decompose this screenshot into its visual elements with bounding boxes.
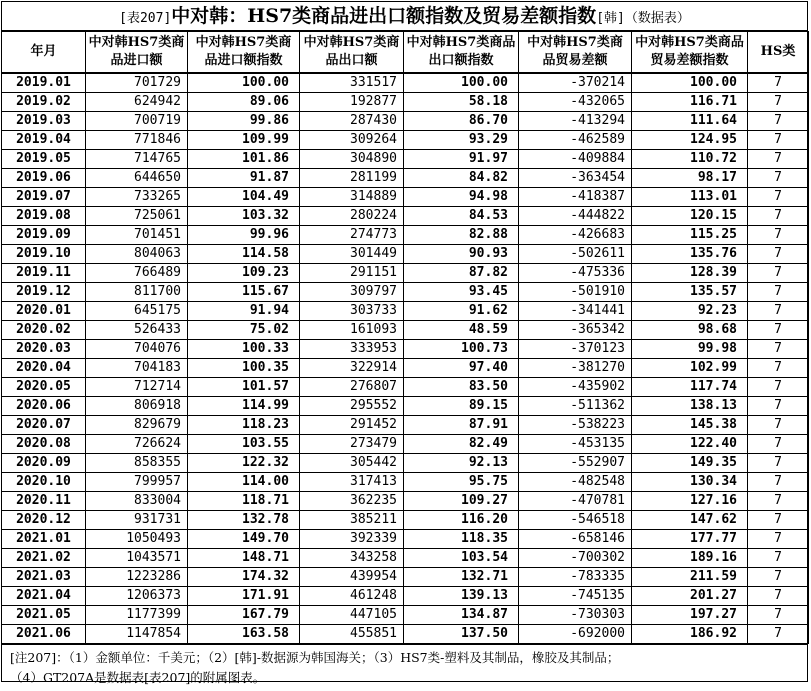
cell-trade-balance: -426683 — [519, 226, 632, 245]
cell-export-value: 322914 — [300, 359, 404, 378]
cell-hs-class: 7 — [748, 188, 809, 207]
cell-trade-balance-index: 201.27 — [632, 587, 748, 606]
cell-export-value: 192877 — [300, 93, 404, 112]
cell-trade-balance: -501910 — [519, 283, 632, 302]
cell-import-index: 163.58 — [188, 625, 300, 644]
header-export-index: 中对韩HS7类商品出口额指数 — [404, 32, 519, 74]
cell-trade-balance-index: 110.72 — [632, 150, 748, 169]
cell-month: 2019.04 — [2, 131, 86, 150]
cell-month: 2020.03 — [2, 340, 86, 359]
cell-export-value: 303733 — [300, 302, 404, 321]
cell-trade-balance-index: 102.99 — [632, 359, 748, 378]
table-row — [2, 226, 809, 245]
cell-import-index: 99.96 — [188, 226, 300, 245]
cell-month: 2020.05 — [2, 378, 86, 397]
cell-export-value: 309264 — [300, 131, 404, 150]
cell-trade-balance-index: 113.01 — [632, 188, 748, 207]
cell-import-index: 101.57 — [188, 378, 300, 397]
cell-month: 2020.04 — [2, 359, 86, 378]
table-body — [2, 73, 809, 644]
cell-import-index: 91.87 — [188, 169, 300, 188]
cell-trade-balance: -435902 — [519, 378, 632, 397]
cell-import-value: 644650 — [86, 169, 188, 188]
cell-import-value: 829679 — [86, 416, 188, 435]
cell-import-value: 1223286 — [86, 568, 188, 587]
cell-month: 2020.10 — [2, 473, 86, 492]
cell-trade-balance-index: 115.25 — [632, 226, 748, 245]
cell-export-index: 100.73 — [404, 340, 519, 359]
table-row — [2, 416, 809, 435]
cell-trade-balance: -432065 — [519, 93, 632, 112]
cell-month: 2019.12 — [2, 283, 86, 302]
cell-hs-class: 7 — [748, 226, 809, 245]
cell-trade-balance: -409884 — [519, 150, 632, 169]
cell-month: 2020.02 — [2, 321, 86, 340]
cell-trade-balance: -381270 — [519, 359, 632, 378]
title-suffix: [韩]（数据表） — [596, 11, 690, 26]
cell-trade-balance-index: 197.27 — [632, 606, 748, 625]
table-row — [2, 302, 809, 321]
cell-trade-balance-index: 92.23 — [632, 302, 748, 321]
cell-hs-class: 7 — [748, 359, 809, 378]
cell-import-value: 931731 — [86, 511, 188, 530]
cell-trade-balance-index: 120.15 — [632, 207, 748, 226]
header-row — [2, 32, 809, 74]
header-import-value: 中对韩HS7类商品进口额 — [86, 32, 188, 74]
cell-hs-class: 7 — [748, 93, 809, 112]
cell-trade-balance: -363454 — [519, 169, 632, 188]
cell-hs-class: 7 — [748, 587, 809, 606]
cell-trade-balance: -370123 — [519, 340, 632, 359]
table-row — [2, 340, 809, 359]
cell-import-index: 115.67 — [188, 283, 300, 302]
cell-export-value: 287430 — [300, 112, 404, 131]
cell-trade-balance: -745135 — [519, 587, 632, 606]
table-row — [2, 131, 809, 150]
cell-trade-balance: -482548 — [519, 473, 632, 492]
cell-hs-class: 7 — [748, 245, 809, 264]
cell-import-index: 100.35 — [188, 359, 300, 378]
cell-trade-balance: -341441 — [519, 302, 632, 321]
table-row — [2, 150, 809, 169]
cell-import-value: 624942 — [86, 93, 188, 112]
cell-trade-balance-index: 116.71 — [632, 93, 748, 112]
header-import-index: 中对韩HS7类商品进口额指数 — [188, 32, 300, 74]
header-hs-class: HS类 — [748, 32, 809, 74]
cell-export-value: 331517 — [300, 73, 404, 93]
cell-export-value: 281199 — [300, 169, 404, 188]
cell-import-index: 100.33 — [188, 340, 300, 359]
cell-import-index: 148.71 — [188, 549, 300, 568]
cell-hs-class: 7 — [748, 321, 809, 340]
cell-export-index: 92.13 — [404, 454, 519, 473]
cell-month: 2021.04 — [2, 587, 86, 606]
cell-trade-balance-index: 149.35 — [632, 454, 748, 473]
cell-trade-balance: -413294 — [519, 112, 632, 131]
header-export-value: 中对韩HS7类商品出口额 — [300, 32, 404, 74]
table-row — [2, 549, 809, 568]
cell-trade-balance: -658146 — [519, 530, 632, 549]
cell-trade-balance-index: 147.62 — [632, 511, 748, 530]
cell-trade-balance-index: 211.59 — [632, 568, 748, 587]
cell-import-value: 712714 — [86, 378, 188, 397]
cell-trade-balance: -418387 — [519, 188, 632, 207]
cell-hs-class: 7 — [748, 511, 809, 530]
cell-hs-class: 7 — [748, 492, 809, 511]
cell-month: 2019.01 — [2, 73, 86, 93]
table-row — [2, 93, 809, 112]
cell-import-value: 766489 — [86, 264, 188, 283]
cell-hs-class: 7 — [748, 454, 809, 473]
cell-export-index: 90.93 — [404, 245, 519, 264]
cell-month: 2020.06 — [2, 397, 86, 416]
cell-export-value: 161093 — [300, 321, 404, 340]
cell-month: 2020.12 — [2, 511, 86, 530]
cell-import-index: 104.49 — [188, 188, 300, 207]
cell-month: 2021.05 — [2, 606, 86, 625]
cell-import-index: 171.91 — [188, 587, 300, 606]
cell-hs-class: 7 — [748, 568, 809, 587]
cell-month: 2019.06 — [2, 169, 86, 188]
cell-month: 2020.11 — [2, 492, 86, 511]
cell-trade-balance: -475336 — [519, 264, 632, 283]
cell-month: 2021.02 — [2, 549, 86, 568]
cell-import-index: 99.86 — [188, 112, 300, 131]
cell-month: 2019.08 — [2, 207, 86, 226]
table-row — [2, 397, 809, 416]
cell-trade-balance-index: 135.76 — [632, 245, 748, 264]
cell-import-value: 771846 — [86, 131, 188, 150]
cell-trade-balance: -730303 — [519, 606, 632, 625]
cell-trade-balance: -783335 — [519, 568, 632, 587]
cell-export-index: 118.35 — [404, 530, 519, 549]
cell-export-index: 82.49 — [404, 435, 519, 454]
cell-trade-balance-index: 98.68 — [632, 321, 748, 340]
table-row — [2, 188, 809, 207]
cell-export-index: 116.20 — [404, 511, 519, 530]
cell-hs-class: 7 — [748, 473, 809, 492]
cell-month: 2020.08 — [2, 435, 86, 454]
cell-import-value: 804063 — [86, 245, 188, 264]
cell-hs-class: 7 — [748, 397, 809, 416]
cell-export-index: 93.29 — [404, 131, 519, 150]
notes-line-1: [注207]：（1）金额单位：千美元；（2）[韩]-数据源为韩国海关；（3）HS7类-塑料及其制品，橡胶及其制品； — [10, 650, 620, 665]
cell-export-index: 84.53 — [404, 207, 519, 226]
cell-trade-balance-index: 124.95 — [632, 131, 748, 150]
table-row — [2, 435, 809, 454]
table-title — [2, 2, 807, 31]
cell-trade-balance: -538223 — [519, 416, 632, 435]
cell-trade-balance: -470781 — [519, 492, 632, 511]
cell-trade-balance-index: 128.39 — [632, 264, 748, 283]
cell-export-value: 385211 — [300, 511, 404, 530]
cell-trade-balance-index: 98.17 — [632, 169, 748, 188]
cell-export-index: 95.75 — [404, 473, 519, 492]
cell-hs-class: 7 — [748, 169, 809, 188]
cell-export-value: 343258 — [300, 549, 404, 568]
cell-hs-class: 7 — [748, 73, 809, 93]
cell-export-index: 134.87 — [404, 606, 519, 625]
cell-month: 2019.10 — [2, 245, 86, 264]
cell-import-index: 149.70 — [188, 530, 300, 549]
cell-export-value: 362235 — [300, 492, 404, 511]
cell-hs-class: 7 — [748, 416, 809, 435]
cell-import-value: 714765 — [86, 150, 188, 169]
cell-export-index: 87.82 — [404, 264, 519, 283]
cell-hs-class: 7 — [748, 207, 809, 226]
cell-hs-class: 7 — [748, 150, 809, 169]
cell-export-index: 58.18 — [404, 93, 519, 112]
cell-export-index: 137.50 — [404, 625, 519, 644]
cell-import-value: 526433 — [86, 321, 188, 340]
cell-import-value: 733265 — [86, 188, 188, 207]
cell-export-value: 333953 — [300, 340, 404, 359]
cell-export-index: 83.50 — [404, 378, 519, 397]
cell-export-value: 447105 — [300, 606, 404, 625]
cell-export-index: 139.13 — [404, 587, 519, 606]
cell-trade-balance-index: 135.57 — [632, 283, 748, 302]
cell-month: 2019.07 — [2, 188, 86, 207]
table-row — [2, 454, 809, 473]
cell-export-value: 295552 — [300, 397, 404, 416]
cell-import-value: 1043571 — [86, 549, 188, 568]
cell-export-value: 273479 — [300, 435, 404, 454]
cell-import-index: 103.55 — [188, 435, 300, 454]
table-row — [2, 169, 809, 188]
table-row — [2, 359, 809, 378]
cell-export-index: 97.40 — [404, 359, 519, 378]
cell-import-value: 1177399 — [86, 606, 188, 625]
cell-export-value: 291452 — [300, 416, 404, 435]
cell-import-value: 704076 — [86, 340, 188, 359]
cell-import-value: 700719 — [86, 112, 188, 131]
table-row — [2, 283, 809, 302]
cell-export-index: 103.54 — [404, 549, 519, 568]
cell-month: 2020.01 — [2, 302, 86, 321]
cell-month: 2019.02 — [2, 93, 86, 112]
cell-trade-balance-index: 99.98 — [632, 340, 748, 359]
cell-import-index: 122.32 — [188, 454, 300, 473]
cell-hs-class: 7 — [748, 435, 809, 454]
cell-hs-class: 7 — [748, 530, 809, 549]
table-row — [2, 530, 809, 549]
cell-import-value: 811700 — [86, 283, 188, 302]
cell-export-index: 100.00 — [404, 73, 519, 93]
cell-hs-class: 7 — [748, 378, 809, 397]
cell-month: 2019.03 — [2, 112, 86, 131]
cell-export-index: 109.27 — [404, 492, 519, 511]
cell-hs-class: 7 — [748, 625, 809, 644]
cell-import-value: 1147854 — [86, 625, 188, 644]
cell-import-value: 833004 — [86, 492, 188, 511]
cell-trade-balance-index: 122.40 — [632, 435, 748, 454]
cell-trade-balance-index: 117.74 — [632, 378, 748, 397]
table-row — [2, 264, 809, 283]
header-trade-balance: 中对韩HS7类商品贸易差额 — [519, 32, 632, 74]
table-row — [2, 321, 809, 340]
cell-month: 2019.09 — [2, 226, 86, 245]
cell-export-value: 314889 — [300, 188, 404, 207]
cell-import-index: 167.79 — [188, 606, 300, 625]
cell-import-value: 701451 — [86, 226, 188, 245]
table-row — [2, 568, 809, 587]
cell-import-index: 101.86 — [188, 150, 300, 169]
cell-trade-balance: -502611 — [519, 245, 632, 264]
title-main: 中对韩：HS7类商品进出口额指数及贸易差额指数 — [171, 5, 597, 27]
cell-import-value: 1206373 — [86, 587, 188, 606]
cell-import-index: 114.58 — [188, 245, 300, 264]
cell-trade-balance-index: 138.13 — [632, 397, 748, 416]
table-row — [2, 625, 809, 644]
cell-export-value: 455851 — [300, 625, 404, 644]
table-row — [2, 73, 809, 93]
cell-import-index: 114.99 — [188, 397, 300, 416]
cell-trade-balance: -552907 — [519, 454, 632, 473]
cell-export-index: 94.98 — [404, 188, 519, 207]
cell-hs-class: 7 — [748, 549, 809, 568]
cell-hs-class: 7 — [748, 112, 809, 131]
table-row — [2, 112, 809, 131]
cell-trade-balance-index: 100.00 — [632, 73, 748, 93]
cell-import-index: 118.71 — [188, 492, 300, 511]
cell-hs-class: 7 — [748, 302, 809, 321]
cell-import-value: 701729 — [86, 73, 188, 93]
cell-month: 2020.09 — [2, 454, 86, 473]
cell-month: 2020.07 — [2, 416, 86, 435]
cell-trade-balance: -692000 — [519, 625, 632, 644]
cell-import-index: 109.99 — [188, 131, 300, 150]
cell-import-index: 91.94 — [188, 302, 300, 321]
cell-month: 2021.03 — [2, 568, 86, 587]
table-row — [2, 511, 809, 530]
cell-export-value: 392339 — [300, 530, 404, 549]
cell-trade-balance-index: 111.64 — [632, 112, 748, 131]
cell-month: 2021.01 — [2, 530, 86, 549]
cell-import-value: 806918 — [86, 397, 188, 416]
cell-import-index: 174.32 — [188, 568, 300, 587]
data-table-sheet — [1, 1, 808, 685]
cell-trade-balance: -546518 — [519, 511, 632, 530]
cell-export-index: 87.91 — [404, 416, 519, 435]
cell-import-index: 114.00 — [188, 473, 300, 492]
cell-trade-balance: -370214 — [519, 73, 632, 93]
notes-line-2: （4）GT207A是数据表[表207]的附属图表。 — [10, 670, 266, 685]
cell-import-index: 118.23 — [188, 416, 300, 435]
cell-import-value: 725061 — [86, 207, 188, 226]
cell-trade-balance: -462589 — [519, 131, 632, 150]
cell-import-value: 726624 — [86, 435, 188, 454]
header-trade-balance-index: 中对韩HS7类商品贸易差额指数 — [632, 32, 748, 74]
cell-month: 2019.11 — [2, 264, 86, 283]
cell-export-index: 48.59 — [404, 321, 519, 340]
table-row — [2, 606, 809, 625]
cell-hs-class: 7 — [748, 340, 809, 359]
cell-month: 2021.06 — [2, 625, 86, 644]
cell-export-index: 91.97 — [404, 150, 519, 169]
table-row — [2, 587, 809, 606]
cell-import-index: 75.02 — [188, 321, 300, 340]
cell-export-value: 280224 — [300, 207, 404, 226]
cell-export-value: 301449 — [300, 245, 404, 264]
cell-export-value: 309797 — [300, 283, 404, 302]
cell-export-value: 305442 — [300, 454, 404, 473]
cell-hs-class: 7 — [748, 131, 809, 150]
cell-trade-balance-index: 177.77 — [632, 530, 748, 549]
cell-hs-class: 7 — [748, 606, 809, 625]
cell-import-index: 89.06 — [188, 93, 300, 112]
title-prefix: [表207] — [119, 11, 172, 26]
cell-import-value: 704183 — [86, 359, 188, 378]
cell-export-value: 304890 — [300, 150, 404, 169]
cell-import-value: 799957 — [86, 473, 188, 492]
cell-import-index: 103.32 — [188, 207, 300, 226]
cell-import-value: 858355 — [86, 454, 188, 473]
cell-export-value: 276807 — [300, 378, 404, 397]
table-row — [2, 473, 809, 492]
cell-export-index: 93.45 — [404, 283, 519, 302]
header-month: 年月 — [2, 32, 86, 74]
cell-trade-balance-index: 130.34 — [632, 473, 748, 492]
cell-trade-balance: -511362 — [519, 397, 632, 416]
table-row — [2, 492, 809, 511]
cell-export-value: 291151 — [300, 264, 404, 283]
cell-trade-balance: -453135 — [519, 435, 632, 454]
cell-import-index: 132.78 — [188, 511, 300, 530]
table-notes — [2, 644, 807, 691]
cell-trade-balance: -444822 — [519, 207, 632, 226]
cell-trade-balance-index: 127.16 — [632, 492, 748, 511]
table-row — [2, 378, 809, 397]
cell-export-index: 89.15 — [404, 397, 519, 416]
table-row — [2, 207, 809, 226]
cell-import-index: 109.23 — [188, 264, 300, 283]
cell-import-index: 100.00 — [188, 73, 300, 93]
cell-export-value: 461248 — [300, 587, 404, 606]
cell-trade-balance-index: 186.92 — [632, 625, 748, 644]
cell-month: 2019.05 — [2, 150, 86, 169]
cell-trade-balance: -700302 — [519, 549, 632, 568]
table-row — [2, 245, 809, 264]
cell-export-value: 439954 — [300, 568, 404, 587]
cell-export-value: 317413 — [300, 473, 404, 492]
cell-trade-balance-index: 145.38 — [632, 416, 748, 435]
cell-export-index: 132.71 — [404, 568, 519, 587]
cell-import-value: 1050493 — [86, 530, 188, 549]
cell-hs-class: 7 — [748, 264, 809, 283]
cell-export-index: 82.88 — [404, 226, 519, 245]
cell-export-index: 86.70 — [404, 112, 519, 131]
cell-trade-balance-index: 189.16 — [632, 549, 748, 568]
cell-export-value: 274773 — [300, 226, 404, 245]
cell-export-index: 84.82 — [404, 169, 519, 188]
cell-trade-balance: -365342 — [519, 321, 632, 340]
cell-import-value: 645175 — [86, 302, 188, 321]
cell-export-index: 91.62 — [404, 302, 519, 321]
data-table — [1, 31, 809, 644]
cell-hs-class: 7 — [748, 283, 809, 302]
